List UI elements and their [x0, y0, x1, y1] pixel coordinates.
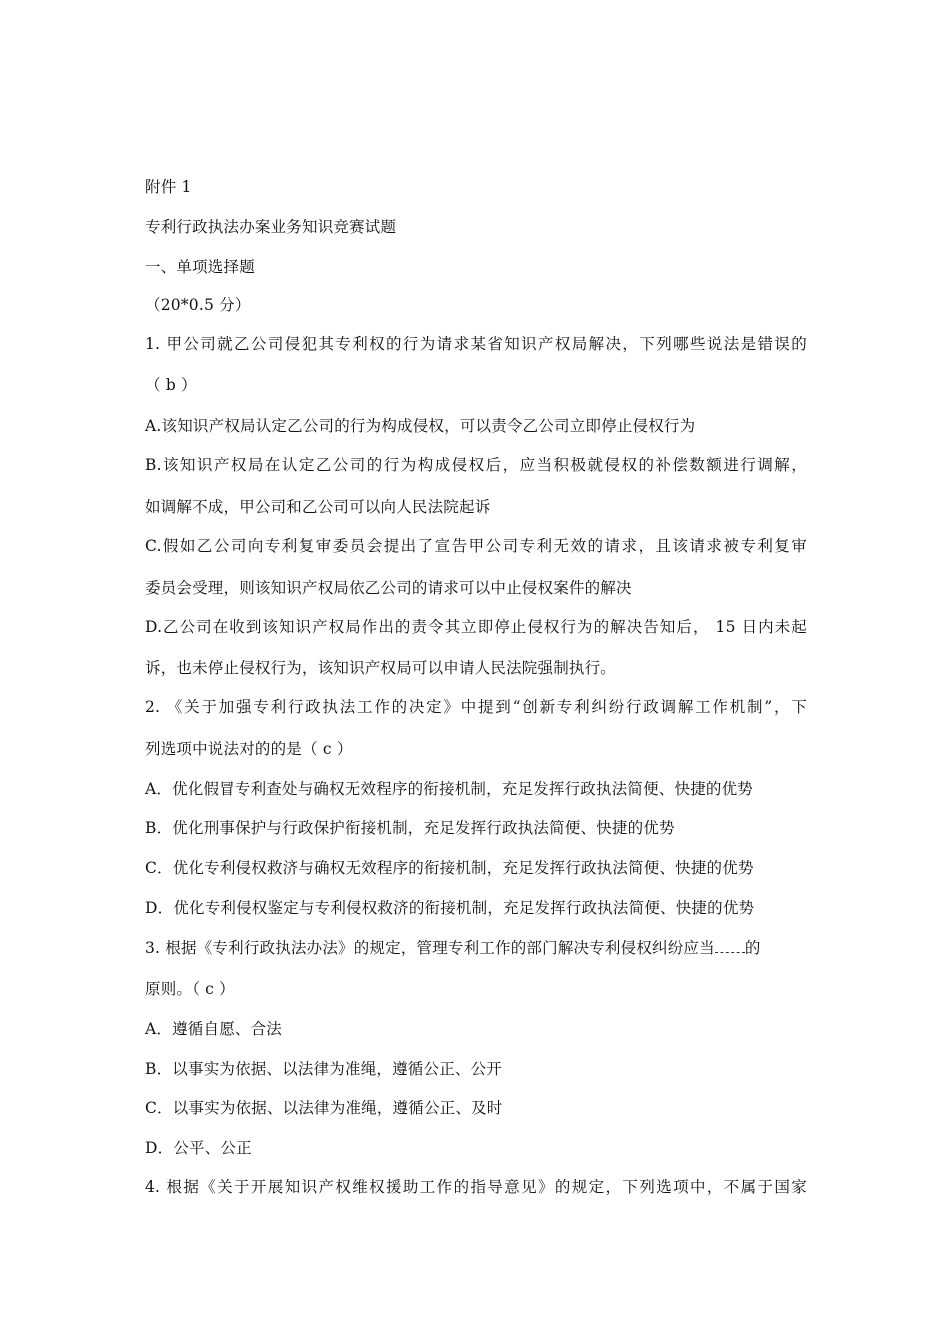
- question-3-stem-text: 3. 根据《专利行政执法办法》的规定，管理专利工作的部门解决专利侵权纠纷应当: [145, 939, 715, 957]
- question-2-option-c: C．优化专利侵权救济与确权无效程序的衔接机制，充足发挥行政执法简便、快捷的优势: [145, 859, 754, 877]
- question-3-option-b: B．以事实为依据、以法律为准绳，遵循公正、公开: [145, 1060, 502, 1078]
- question-3-option-a: A．遵循自愿、合法: [145, 1020, 282, 1038]
- question-1-option-c: C.假如乙公司向专利复审委员会提出了宣告甲公司专利无效的请求，且该请求被专利复审: [145, 537, 807, 555]
- question-2-option-b: B．优化刑事保护与行政保护衔接机制，充足发挥行政执法简便、快捷的优势: [145, 819, 675, 837]
- question-1-option-b: B.该知识产权局在认定乙公司的行为构成侵权后，应当积极就侵权的补偿数额进行调解，: [145, 456, 807, 474]
- question-2-option-a: A．优化假冒专利查处与确权无效程序的衔接机制，充足发挥行政执法简便、快捷的优势: [145, 780, 753, 798]
- question-1-option-c-cont: 委员会受理，则该知识产权局依乙公司的请求可以中止侵权案件的解决: [145, 579, 632, 597]
- question-1-option-a: A.该知识产权局认定乙公司的行为构成侵权，可以责令乙公司立即停止侵权行为: [145, 417, 696, 435]
- question-2-answer: 列选项中说法对的的是（ c ）: [145, 740, 353, 758]
- question-1-option-d-cont: 诉，也未停止侵权行为，该知识产权局可以申请人民法院强制执行。: [145, 659, 617, 677]
- doc-title: 专利行政执法办案业务知识竞赛试题: [145, 218, 397, 236]
- question-3-stem-tail: 的: [744, 939, 761, 957]
- question-4-stem: 4. 根据《关于开展知识产权维权援助工作的指导意见》的规定，下列选项中，不属于国家: [145, 1178, 807, 1196]
- question-3-stem: [145, 938, 761, 958]
- question-2-stem: 2. 《关于加强专利行政执法工作的决定》中提到“创新专利纠纷行政调解工作机制”，下: [145, 698, 807, 716]
- attachment-label: 附件 1: [145, 178, 192, 196]
- score-note: （20*0.5 分）: [145, 296, 251, 314]
- question-3-option-d: D．公平、公正: [145, 1139, 252, 1157]
- question-2-option-d: D．优化专利侵权鉴定与专利侵权救济的衔接机制，充足发挥行政执法简便、快捷的优势: [145, 899, 755, 917]
- question-1-stem: 1. 甲公司就乙公司侵犯其专利权的行为请求某省知识产权局解决，下列哪些说法是错误的: [145, 335, 807, 353]
- answer-blank: [715, 938, 745, 953]
- question-1-option-d: D.乙公司在收到该知识产权局作出的责令其立即停止侵权行为的解决告知后， 15 日内未起: [145, 618, 807, 636]
- section-title: 一、单项选择题: [145, 258, 255, 276]
- question-1-answer: （ b ）: [145, 376, 197, 394]
- question-3-option-c: C．以事实为依据、以法律为准绳，遵循公正、及时: [145, 1099, 503, 1117]
- question-3-answer: 原则。（ c ）: [145, 980, 235, 998]
- question-1-option-b-cont: 如调解不成，甲公司和乙公司可以向人民法院起诉: [145, 498, 491, 516]
